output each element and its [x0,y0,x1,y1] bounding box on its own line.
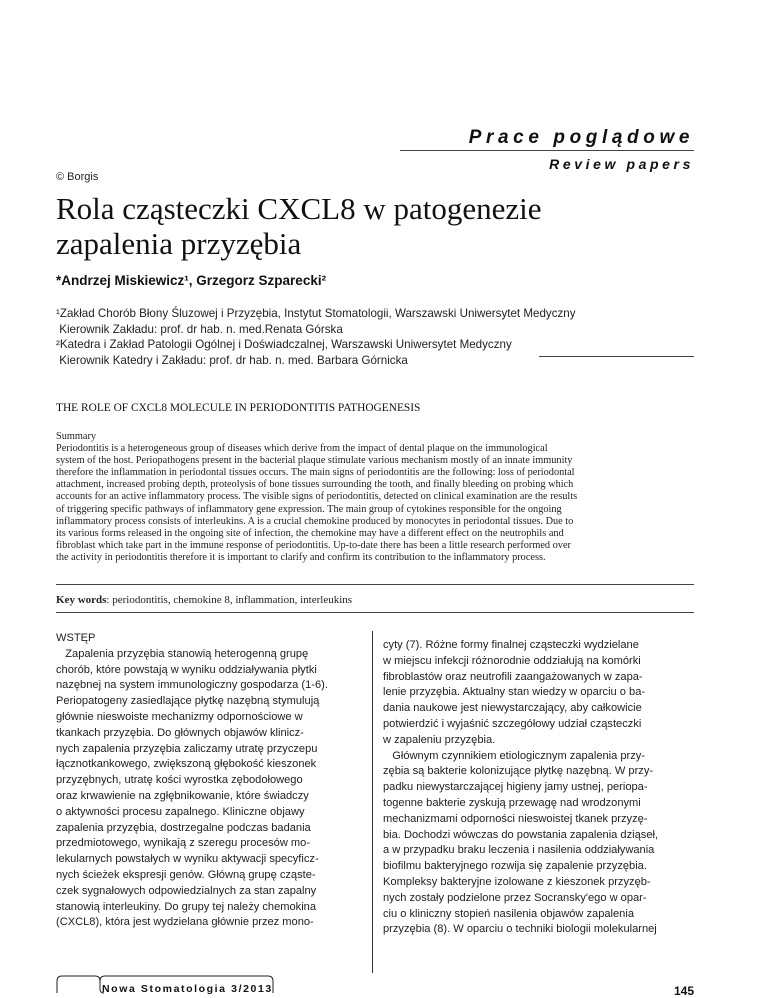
body-line: biofilmu bakteryjnego rozwija się zapalenie przyzębia. [383,860,647,873]
body-line: stanowią interleukiny. Do grupy tej należy chemokina [56,900,317,913]
body-line: głównie nieswoiste mechanizmy odpornościowe w [56,710,303,723]
english-title: THE ROLE OF CXCL8 MOLECULE IN PERIODONTITIS PATHOGENESIS [56,402,421,414]
summary-line: Periodontitis is a heterogeneous group of diseases which derive from the impact of dental plaque on the immunological [56,443,548,455]
section-label-polish: Prace poglądowe [468,127,694,148]
body-line: ciu o kliniczny stopień nasilenia objawów zapalenia [383,907,634,920]
body-line: Periopatogeny zasiedlające płytkę nazębną stymulują [56,695,320,708]
body-line: lekularnych powstałych w wyniku aktywacji specyficz- [56,853,319,866]
body-line: łącznotkankowego, zwiększoną głębokość kieszonek [56,758,317,771]
body-line: w zapaleniu przyzębia. [383,733,496,746]
body-line: w miejscu infekcji różnorodnie oddziałują na komórki [383,654,641,667]
affiliation-line: Kierownik Zakładu: prof. dr hab. n. med.Renata Górska [56,322,343,336]
body-line: lenie przyzębia. Aktualny stan wiedzy w oparciu o ba- [383,686,646,699]
summary-line: therefore the inflammation in periodontal tissues occurs. The main signs of periodontitis are the following: loss of periodontal [56,467,575,479]
affiliation-line: ²Katedra i Zakład Patologii Ogólnej i Doświadczalnej, Warszawski Uniwersytet Medyczny [56,338,512,351]
body-line: nazębnej na system immunologiczny gospodarza (1-6). [56,679,328,692]
body-line: chorób, które powstają w wyniku oddziaływania płytki [56,663,317,676]
body-line: tkankach przyzębia. Do głównych objawów klinicz- [56,726,304,739]
article-title [56,191,676,261]
body-line: zębia są bakterie kolonizujące płytkę nazębną. W przy- [383,765,654,778]
summary-line: system of the host. Periopathogens present in the bacterial plaque stimulate various mechanism mostly of an innate immunity [56,455,573,467]
summary-line: the activity in periodontitis therefore it is important to clarify and confirm its contribution to the inflammatory process. [56,551,546,563]
article-title-line: Rola cząsteczki CXCL8 w patogenezie [56,191,542,226]
keywords-list: : periodontitis, chemokine 8, inflammation, interleukins [106,594,353,606]
summary-heading: Summary [56,431,97,442]
body-line: (CXCL8), która jest wydzielana głównie przez mono- [56,916,314,929]
body-line: togenne bakterie zyskują przewagę nad wrodzonymi [383,796,641,809]
body-line: nych zapalenia przyzębia zaliczamy utratę przyczepu [56,742,318,755]
body-line: mechanizmami odporności nieswoistej tkanek przyzę- [383,812,648,825]
column-divider [372,631,373,973]
summary-line: inflammatory process consists of interleukins. A is a crucial chemokine produced by monocytes in periodontal tissues. Due to [56,515,574,527]
header-rule [400,150,694,151]
body-line: Głównym czynnikiem etiologicznym zapalenia przy- [383,749,646,762]
keywords-bottom-rule [56,612,694,613]
page-number: 145 [673,984,694,998]
body-column-right [383,638,694,938]
keywords-top-rule [56,584,694,585]
copyright: © Borgis [56,171,99,183]
summary-line: its various forms released in the ongoing site of infection, the chemokine may have a different effect on the neutrophils and [56,527,564,539]
body-line: przyzębia (8). W oparciu o techniki biologii molekularnej [383,923,657,936]
body-line: potwierdzić i wyjaśnić szczegółowy udział cząsteczki [383,717,642,730]
summary-line: accounts for an active inflammatory process. The visible signs of periodontitis, detected on clinical examination are the results [56,491,578,503]
body-line: bia. Dochodzi wówczas do powstania zapalenia dziąseł, [383,828,659,841]
body-line: nych ścieżek ekspresji genów. Główną grupę cząste- [56,868,316,881]
summary [56,431,714,564]
body-line: o aktywności procesu zapalnego. Kliniczne objawy [56,805,305,818]
body-line: dania naukowe jest niewystarczający, aby całkowicie [383,702,642,715]
authors: *Andrzej Miskiewicz¹, Grzegorz Szparecki² [56,273,327,288]
section-heading: WSTĘP [56,632,96,644]
section-label-english: Review papers [549,156,694,172]
affiliation-line: Kierownik Katedry i Zakładu: prof. dr hab. n. med. Barbara Górnicka [56,353,408,367]
body-line: fibroblastów oraz neutrofili zaangażowanych w zapa- [383,670,643,683]
keywords-label: Key words [56,594,107,606]
affiliation-rule [539,356,694,357]
body-line: nych zostały podzielone przez Socransky'ego w opar- [383,891,647,904]
summary-line: attachment, increased probing depth, proteolysis of bone tissues surrounding the tooth, and finally bleeding on probing which [56,479,574,491]
body-line: a w przypadku braku leczenia i nasilenia oddziaływania [383,844,655,857]
body-line: Zapalenia przyzębia stanowią heterogenną grupę [56,647,309,660]
article-title-line: zapalenia przyzębia [56,226,302,261]
body-line: przedmiotowego, wynikają z szeregu procesów mo- [56,837,311,850]
journal-footer: Nowa Stomatologia 3/2013 [102,983,273,995]
summary-line: of triggering specific pathways of inflammatory gene expression. The main group of cytokines responsible for the ongoing [56,503,562,515]
body-line: czek sygnałowych odpowiedzialnych za stan zapalny [56,884,317,897]
body-line: zapalenia przyzębia, dostrzegalne podczas badania [56,821,311,834]
affiliation-line: ¹Zakład Chorób Błony Śluzowej i Przyzębia, Instytut Stomatologii, Warszawski Uniwersytet Medyczny [56,307,576,320]
summary-line: fibroblast which take part in the immune response of periodontitis. Up-to-date there has been a little research performed over [56,539,571,551]
body-line: cyty (7). Różne formy finalnej cząsteczki wydzielane [383,639,639,651]
body-line: oraz krwawienie na zgłębnikowanie, które świadczy [56,789,309,802]
affiliations [56,306,576,368]
body-line: Kompleksy bakteryjne izolowane z kieszonek przyzęb- [383,875,651,888]
keywords [56,594,352,606]
body-line: przyzębnych, utratę kości wyrostka zębodołowego [56,774,303,787]
body-column-left [56,631,361,931]
body-line: padku niewystarczającej higieny jamy ustnej, periopa- [383,781,648,794]
